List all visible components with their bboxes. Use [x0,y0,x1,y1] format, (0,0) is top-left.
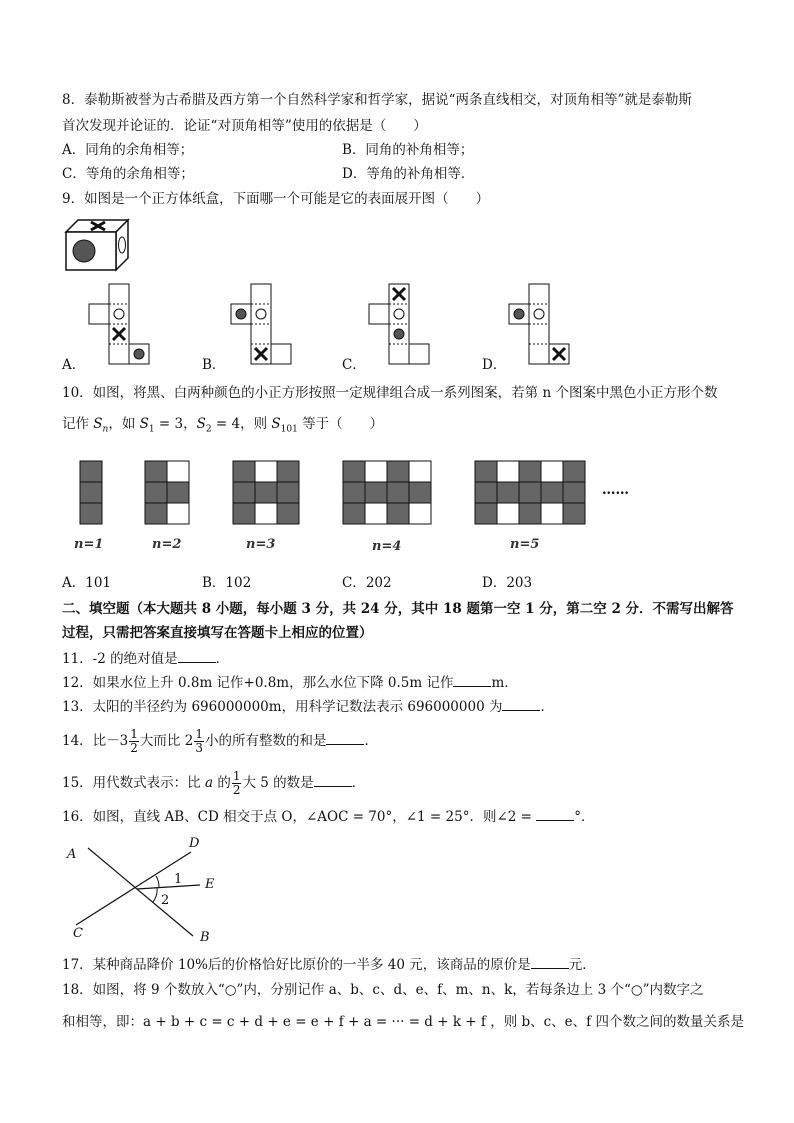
caption-n4: n=4 [372,539,402,554]
caption-n5: n=5 [510,537,540,552]
q8-stem-line1: 8．泰勒斯被誉为古希腊及西方第一个自然科学家和哲学家，据说“两条直线相交，对顶角相等”就是泰勒斯 [62,92,692,108]
q10-stem-line2: 记作 $S_n$，如 $S_1 = 3$，$S_2 = 4$，则 $S_{101}$ 等于（ ） [62,416,384,435]
fig16-label-e: E [205,877,215,892]
pattern-n4 [342,460,434,526]
q9-option-c: C． [342,357,366,373]
q11: 11．-2 的绝对值是 ． [62,648,229,669]
q10-option-a: A．101 [62,575,112,591]
fig16-label-d: D [189,836,200,851]
q16: 16．如图，直线 AB、CD 相交于点 O，∠AOC = 70°，∠1 = 25°．则∠2 = °． [62,806,595,827]
q10-option-d: D．203 [482,575,533,591]
section2-heading-line2: 过程，只需把答案直接填写在答题卡上相应的位置） [62,625,373,641]
q11-answer-blank[interactable] [178,648,216,663]
section2-heading-line1: 二、填空题（本大题共 8 小题，每小题 3 分，共 24 分，其中 18 题第一空 1 分，第二空 2 分．不需写出解答 [62,601,734,617]
q8-option-d: D．等角的补角相等． [342,166,475,182]
q9-stem: 9．如图是一个正方体纸盒，下面哪一个可能是它的表面展开图（ ） [62,191,490,207]
q18-line1: 18．如图，将 9 个数放入“○”内，分别记作 a、b、c、d、e、f、m、n、k，若每条边上 3 个“○”内数字之 [62,982,704,998]
q17-answer-blank[interactable] [531,954,569,969]
fig16-label-a: A [67,847,77,862]
pattern-ellipsis: …… [602,482,629,498]
q8-stem-line2: 首次发现并论证的．论证“对顶角相等”使用的依据是（ ） [62,118,427,134]
q8-option-c: C．等角的余角相等； [62,166,194,182]
net-option-a-figure [88,283,154,365]
fig16-label-b: B [200,930,210,945]
q15-answer-blank[interactable] [314,772,352,787]
q13-answer-blank[interactable] [502,696,540,711]
q9-option-d: D． [482,357,507,373]
pattern-n3 [232,460,300,526]
q17: 17．某种商品降价 10%后的价格恰好比原价的一半多 40 元，该商品的原价是 元． [62,954,596,975]
fig16-angle-2: 2 [161,893,170,908]
fig16-angle-1: 1 [174,872,183,887]
pattern-n5 [474,460,588,526]
q14-answer-blank[interactable] [326,730,364,745]
q15: 15．用代数式表示：比 a 的 $\frac{1}{2}$ 大 5 的数是 ． [62,769,366,797]
q10-option-b: B．102 [202,575,252,591]
net-option-c-figure [368,283,434,365]
caption-n2: n=2 [152,537,182,552]
pattern-n2 [144,460,190,526]
q12-answer-blank[interactable] [453,672,491,687]
fig16-label-c: C [73,926,83,941]
q16-answer-blank[interactable] [536,806,574,821]
q13: 13．太阳的半径约为 696000000m，用科学记数法表示 696000000 为 ． [62,696,554,717]
cube-figure [64,216,130,272]
q8-option-b: B．同角的补角相等； [342,142,474,158]
q18-line2: 和相等，即：a + b + c = c + d + e = e + f + a = ··· = d + k + f ，则 b、c、e、f 四个数之间的数量关系是 [62,1014,744,1030]
caption-n1: n=1 [74,537,104,552]
net-option-b-figure [230,283,296,365]
q9-option-b: B． [202,357,226,373]
q14: 14．比－3 $\frac{1}{2}$ 大而比 2 $\frac{1}{3}$ 小的所有整数的和是 ． [62,727,378,755]
pattern-n1 [79,460,103,526]
q9-option-a: A． [62,357,86,373]
q12: 12．如果水位上升 0.8m 记作+0.8m，那么水位下降 0.5m 记作 m． [62,672,518,693]
q10-stem-line1: 10．如图，将黑、白两种颜色的小正方形按照一定规律组合成一系列图案，若第 n 个图案中黑色小正方形个数 [62,385,718,401]
q8-option-a: A．同角的余角相等； [62,142,194,158]
q10-option-c: C．202 [342,575,392,591]
caption-n3: n=3 [246,537,276,552]
net-option-d-figure [508,283,574,365]
